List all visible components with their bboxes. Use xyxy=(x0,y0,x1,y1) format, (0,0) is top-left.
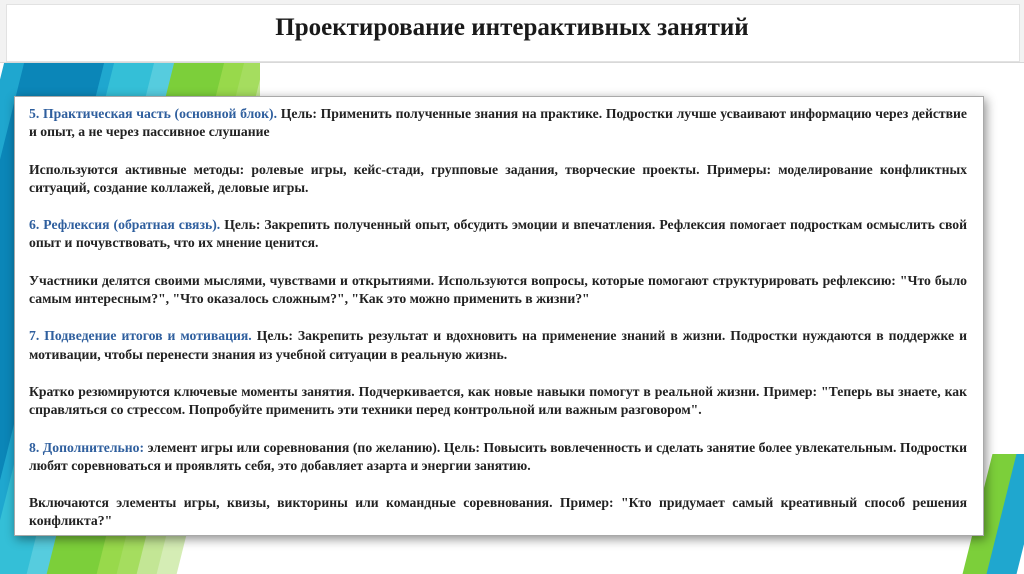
paragraph-body: Участники делятся своими мыслями, чувствами и открытиями. Используются вопросы, которые помогают структурировать рефлексию: "Что было самым интересным?", "Что оказалось сложным?", "Как это можно применить в жизни?" xyxy=(29,272,967,307)
paragraph-6-details xyxy=(29,272,967,309)
paragraph-7 xyxy=(29,327,967,364)
slide-title: Проектирование интерактивных занятий xyxy=(275,14,749,41)
content-text xyxy=(29,105,967,550)
paragraph-body: Используются активные методы: ролевые игры, кейс-стади, групповые задания, творческие проекты. Примеры: моделирование конфликтных ситуаций, создание коллажей, деловые игры. xyxy=(29,161,967,195)
paragraph-body: элемент игры или соревнования (по желанию). Цель: Повысить вовлеченность и сделать занятие более увлекательным. Подростки любят соревноваться и проявлять себя, это добавляет азарта и энергии занятию. xyxy=(29,439,967,473)
paragraph-body: Кратко резюмируются ключевые моменты занятия. Подчеркивается, как новые навыки помогут в реальной жизни. Пример: "Теперь вы знаете, как справляться со стрессом. Попробуйте применить эти техники перед контрольной или важным разговором". xyxy=(29,383,967,418)
paragraph-body: Включаются элементы игры, квизы, викторины или командные соревнования. Пример: "Кто придумает самый креативный способ решения конфликта?" xyxy=(29,495,967,529)
content-box xyxy=(14,96,984,536)
paragraph-lead: 5. Практическая часть (основной блок). xyxy=(29,106,278,121)
paragraph-body: Цель: Закрепить полученный опыт, обсудить эмоции и впечатления. Рефлексия помогает подросткам осмыслить свой опыт и почувствовать, что их мнение ценится. xyxy=(29,217,967,251)
paragraph-body: Цель: Закрепить результат и вдохновить на применение знаний в жизни. Подростки нуждаются в поддержке и мотивации, чтобы перенести знания из учебной ситуации в реальную жизнь. xyxy=(29,328,967,362)
paragraph-lead: 8. Дополнительно: xyxy=(29,439,145,455)
paragraph-5 xyxy=(29,105,967,142)
paragraph-8 xyxy=(29,439,967,476)
paragraph-6 xyxy=(29,216,967,253)
paragraph-lead: 6. Рефлексия (обратная связь). xyxy=(29,217,221,233)
paragraph-lead: 7. Подведение итогов и мотивация. xyxy=(29,328,252,344)
paragraph-8-details xyxy=(29,494,967,531)
paragraph-7-details xyxy=(29,383,967,420)
paragraph-5-methods xyxy=(29,161,967,198)
paragraph-body: Цель: Применить полученные знания на практике. Подростки лучше усваивают информацию через действие и опыт, а не через пассивное слушание xyxy=(29,106,967,140)
